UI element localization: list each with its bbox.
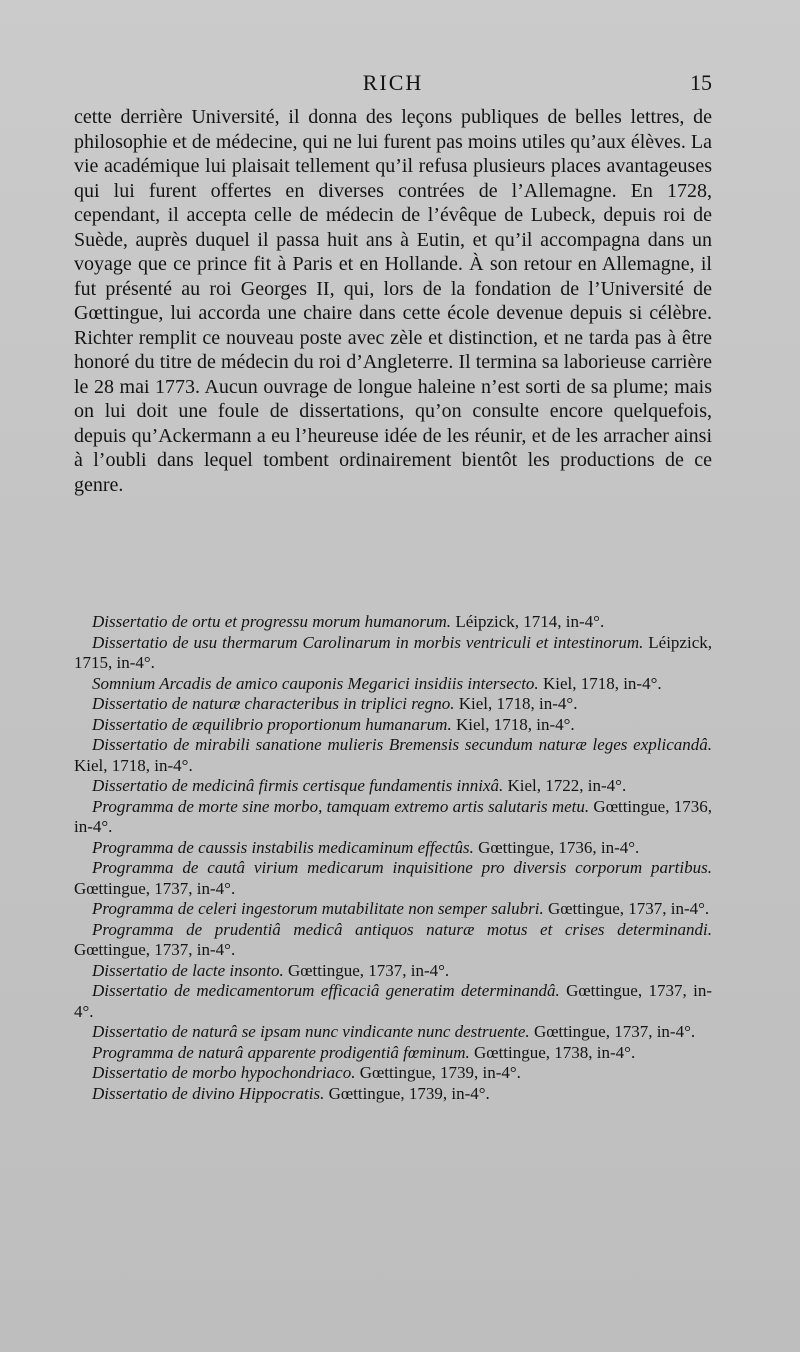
bibliography-title: Dissertatio de naturâ se ipsam nunc vindicante nunc destruente.	[92, 1022, 530, 1041]
bibliography-entry	[74, 674, 712, 695]
body-paragraph: cette derrière Université, il donna des leçons publiques de belles lettres, de philosophie et de médecine, qui ne lui furent pas moins utiles qu’aux élèves. La vie académique lui plaisait tellement qu’il refusa plusieurs places avantageuses qui lui furent offertes en diverses contrées de l’Allemagne. En 1728, cependant, il accepta celle de médecin de l’évêque de Lubeck, depuis roi de Suède, auprès duquel il passa huit ans à Eutin, et qu’il accompagna dans un voyage que ce prince fit à Paris et en Hollande. À son retour en Allemagne, il fut présenté au roi Georges II, qui, lors de la fondation de l’Université de Gœttingue, lui accorda une chaire dans cette école devenue depuis si célèbre. Richter remplit ce nouveau poste avec zèle et distinction, et ne tarda pas à être honoré du titre de médecin du roi d’Angleterre. Il termina sa laborieuse carrière le 28 mai 1773. Aucun ouvrage de longue haleine n’est sorti de sa plume; mais on lui doit une foule de dissertations, qu’on consulte encore quelquefois, depuis qu’Ackermann a eu l’heureuse idée de les réunir, et de les arracher ainsi à l’oubli dans lequel tombent ordinairement bientôt les productions de ce genre.	[74, 106, 712, 496]
page-header	[74, 70, 712, 100]
bibliography-imprint: Gœttingue, 1737, in-4°.	[74, 878, 236, 898]
bibliography-title: Programma de morte sine morbo, tamquam extremo artis salutaris metu.	[92, 796, 590, 816]
bibliography-imprint: Kiel, 1718, in-4°.	[74, 755, 193, 775]
bibliography-imprint: Gœttingue, 1739, in-4°.	[355, 1063, 521, 1082]
bibliography-entry	[74, 776, 712, 797]
bibliography-title: Programma de prudentiâ medicâ antiquos naturæ motus et crises determinandi.	[92, 919, 712, 939]
bibliography-entry	[74, 1084, 712, 1105]
bibliography-imprint: Kiel, 1718, in-4°.	[538, 673, 662, 693]
bibliography-entry	[74, 858, 712, 899]
bibliography-imprint: Gœttingue, 1736, in-4°.	[473, 837, 640, 857]
bibliography-entry	[74, 612, 712, 633]
bibliography-imprint: Léipzick, 1715, in-4°.	[74, 632, 712, 672]
page-number: 15	[690, 70, 712, 95]
bibliography-title: Dissertatio de mirabili sanatione mulieris Bremensis secundum naturæ leges explicandâ.	[92, 735, 712, 754]
bibliography-title: Dissertatio de æquilibrio proportionum humanarum.	[92, 714, 452, 734]
bibliography-entry	[74, 797, 712, 838]
bibliography-title: Dissertatio de divino Hippocratis.	[92, 1083, 325, 1103]
bibliography-entry	[74, 981, 712, 1022]
bibliography-entry	[74, 1043, 712, 1064]
bibliography-imprint: Gœttingue, 1736, in-4°.	[74, 796, 712, 836]
bibliography-imprint: Léipzick, 1714, in-4°.	[451, 612, 605, 631]
bibliography-imprint: Kiel, 1718, in-4°.	[451, 714, 575, 734]
bibliography-entry	[74, 920, 712, 961]
bibliography-title: Programma de caussis instabilis medicaminum effectûs.	[92, 837, 474, 857]
bibliography-title: Dissertatio de medicinâ firmis certisque fundamentis innixâ.	[92, 776, 504, 795]
bibliography-list	[74, 612, 712, 1104]
bibliography-title: Programma de naturâ apparente prodigentiâ fœminum.	[92, 1042, 470, 1062]
bibliography-title: Dissertatio de lacte insonto.	[92, 960, 284, 980]
bibliography-imprint: Gœttingue, 1737, in-4°.	[529, 1022, 696, 1041]
bibliography-entry	[74, 633, 712, 674]
bibliography-entry	[74, 961, 712, 982]
bibliography-title: Dissertatio de ortu et progressu morum humanorum.	[92, 612, 452, 631]
bibliography-title: Dissertatio de usu thermarum Carolinarum in morbis ventriculi et intestinorum.	[92, 632, 644, 652]
bibliography-entry	[74, 899, 712, 920]
bibliography-title: Dissertatio de morbo hypochondriaco.	[92, 1063, 356, 1082]
bibliography-title: Programma de cautâ virium medicarum inquisitione pro diversis corporum partibus.	[92, 858, 712, 877]
bibliography-imprint: Gœttingue, 1737, in-4°.	[543, 899, 710, 918]
bibliography-imprint: Gœttingue, 1738, in-4°.	[469, 1042, 636, 1062]
bibliography-imprint: Gœttingue, 1739, in-4°.	[324, 1083, 490, 1103]
bibliography-entry	[74, 694, 712, 715]
bibliography-entry	[74, 838, 712, 859]
bibliography-imprint: Gœttingue, 1737, in-4°.	[283, 960, 450, 980]
bibliography-imprint: Kiel, 1718, in-4°.	[454, 694, 578, 713]
running-title: RICH	[362, 70, 424, 95]
bibliography-imprint: Gœttingue, 1737, in-4°.	[74, 981, 713, 1021]
bibliography-title: Programma de celeri ingestorum mutabilitate non semper salubri.	[92, 899, 544, 918]
bibliography-title: Dissertatio de naturæ characteribus in triplici regno.	[92, 694, 455, 713]
bibliography-imprint: Kiel, 1722, in-4°.	[503, 776, 627, 795]
bibliography-entry	[74, 715, 712, 736]
bibliography-imprint: Gœttingue, 1737, in-4°.	[74, 940, 236, 959]
bibliography-entry	[74, 1063, 712, 1084]
bibliography-entry	[74, 735, 712, 776]
bibliography-title: Somnium Arcadis de amico cauponis Megarici insidiis intersecto.	[92, 673, 539, 693]
bibliography-entry	[74, 1022, 712, 1043]
bibliography-title: Dissertatio de medicamentorum efficaciâ generatim determinandâ.	[92, 981, 560, 1000]
